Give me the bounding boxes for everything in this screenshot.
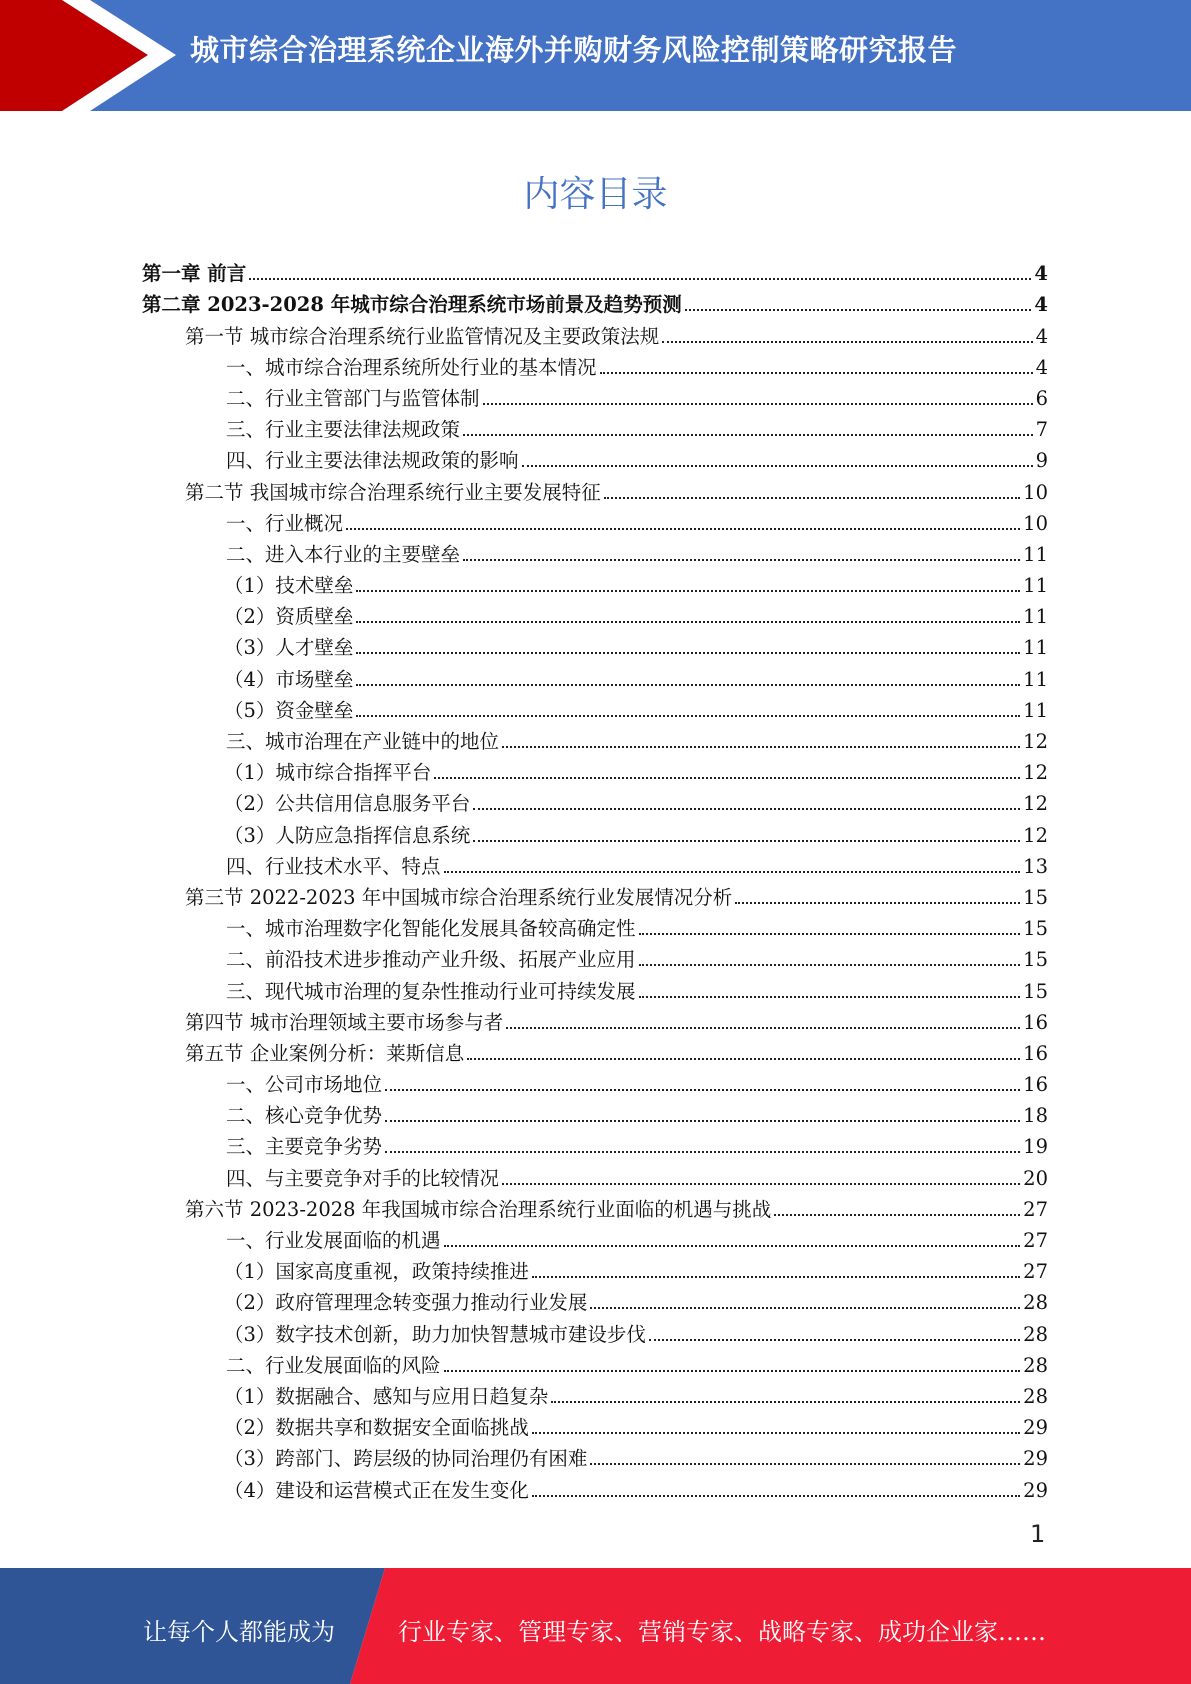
toc-entry[interactable] bbox=[142, 1471, 1048, 1502]
toc-entry[interactable] bbox=[142, 1253, 1048, 1284]
toc-heading: 内容目录 bbox=[523, 174, 668, 215]
toc-entry[interactable] bbox=[142, 910, 1048, 941]
toc-entry-page: 6 bbox=[1035, 386, 1048, 410]
table-of-contents bbox=[142, 255, 1048, 1503]
toc-entry[interactable] bbox=[142, 1097, 1048, 1128]
toc-entry-label: 第一节 城市综合治理系统行业监管情况及主要政策法规 bbox=[185, 324, 660, 348]
toc-entry-label: 第六节 2023-2028 年我国城市综合治理系统行业面临的机遇与挑战 bbox=[185, 1197, 772, 1221]
toc-entry-page: 29 bbox=[1023, 1447, 1048, 1471]
toc-entry[interactable] bbox=[142, 1035, 1048, 1066]
toc-entry-label: 三、行业主要法律法规政策 bbox=[226, 418, 461, 442]
toc-leader-dots bbox=[600, 372, 1033, 374]
toc-entry-label: （1）城市综合指挥平台 bbox=[224, 761, 432, 785]
toc-entry-label: （3）人才壁垒 bbox=[224, 636, 354, 660]
toc-entry-label: （2）政府管理理念转变强力推动行业发展 bbox=[224, 1291, 588, 1315]
toc-entry-page: 19 bbox=[1023, 1135, 1048, 1159]
toc-leader-dots bbox=[346, 528, 1020, 530]
toc-entry[interactable] bbox=[142, 1284, 1048, 1315]
toc-leader-dots bbox=[356, 590, 1020, 592]
toc-entry[interactable] bbox=[142, 1191, 1048, 1222]
toc-entry[interactable] bbox=[142, 723, 1048, 754]
toc-entry-page: 11 bbox=[1023, 605, 1048, 629]
toc-leader-dots bbox=[444, 871, 1021, 873]
toc-entry[interactable] bbox=[142, 598, 1048, 629]
toc-entry-page: 11 bbox=[1023, 542, 1048, 566]
toc-entry[interactable] bbox=[142, 505, 1048, 536]
toc-entry-label: 四、行业主要法律法规政策的影响 bbox=[226, 449, 519, 473]
toc-leader-dots bbox=[774, 1214, 1020, 1216]
toc-leader-dots bbox=[385, 1120, 1020, 1122]
toc-entry-label: 一、行业概况 bbox=[226, 511, 344, 535]
toc-entry[interactable] bbox=[142, 660, 1048, 691]
toc-entry-label: （4）市场壁垒 bbox=[224, 667, 354, 691]
toc-entry-page: 11 bbox=[1023, 698, 1048, 722]
toc-leader-dots bbox=[467, 1058, 1020, 1060]
toc-leader-dots bbox=[434, 777, 1020, 779]
toc-entry-label: （2）资质壁垒 bbox=[224, 605, 354, 629]
toc-leader-dots bbox=[356, 684, 1020, 686]
toc-entry-label: 二、行业主管部门与监管体制 bbox=[226, 386, 480, 410]
toc-entry-label: （4）建设和运营模式正在发生变化 bbox=[224, 1478, 529, 1502]
toc-leader-dots bbox=[502, 746, 1020, 748]
toc-entry-page: 12 bbox=[1023, 761, 1048, 785]
toc-entry-label: （3）跨部门、跨层级的协同治理仍有困难 bbox=[224, 1447, 588, 1471]
toc-entry[interactable] bbox=[142, 629, 1048, 660]
toc-entry-label: 第二节 我国城市综合治理系统行业主要发展特征 bbox=[185, 480, 601, 504]
toc-entry-page: 11 bbox=[1023, 636, 1048, 660]
toc-entry[interactable] bbox=[142, 286, 1048, 317]
toc-leader-dots bbox=[735, 902, 1020, 904]
toc-leader-dots bbox=[639, 964, 1021, 966]
toc-entry-page: 15 bbox=[1023, 917, 1048, 941]
toc-entry-label: 第三节 2022-2023 年中国城市综合治理系统行业发展情况分析 bbox=[185, 885, 733, 909]
toc-entry-page: 15 bbox=[1023, 979, 1048, 1003]
toc-leader-dots bbox=[444, 1245, 1021, 1247]
toc-entry-label: 一、公司市场地位 bbox=[226, 1073, 383, 1097]
toc-leader-dots bbox=[604, 497, 1020, 499]
toc-entry-page: 28 bbox=[1023, 1353, 1048, 1377]
toc-entry[interactable] bbox=[142, 411, 1048, 442]
toc-entry-page: 13 bbox=[1023, 854, 1048, 878]
page-number: 1 bbox=[1030, 1520, 1046, 1548]
toc-leader-dots bbox=[473, 840, 1020, 842]
toc-entry-label: 三、主要竞争劣势 bbox=[226, 1135, 383, 1159]
toc-entry-page: 28 bbox=[1023, 1384, 1048, 1408]
toc-entry[interactable] bbox=[142, 754, 1048, 785]
toc-leader-dots bbox=[356, 715, 1020, 717]
toc-entry-label: 一、行业发展面临的机遇 bbox=[226, 1229, 441, 1252]
toc-entry-page: 18 bbox=[1023, 1104, 1048, 1128]
toc-entry[interactable] bbox=[142, 1347, 1048, 1378]
toc-entry-label: 四、与主要竞争对手的比较情况 bbox=[226, 1166, 500, 1190]
toc-entry-page: 27 bbox=[1023, 1260, 1048, 1284]
toc-entry-page: 15 bbox=[1023, 885, 1048, 909]
toc-entry[interactable] bbox=[142, 785, 1048, 816]
toc-leader-dots bbox=[532, 1495, 1020, 1497]
toc-leader-dots bbox=[590, 1307, 1020, 1309]
toc-entry-page: 28 bbox=[1023, 1322, 1048, 1346]
toc-entry-label: 第四节 城市治理领域主要市场参与者 bbox=[185, 1010, 504, 1034]
toc-entry-label: 第一章 前言 bbox=[142, 262, 247, 286]
toc-entry[interactable] bbox=[142, 317, 1048, 348]
toc-entry-page: 4 bbox=[1035, 355, 1048, 379]
toc-leader-dots bbox=[532, 1432, 1020, 1434]
toc-entry[interactable] bbox=[142, 1159, 1048, 1190]
toc-entry-page: 16 bbox=[1023, 1041, 1048, 1065]
toc-leader-dots bbox=[662, 341, 1032, 343]
toc-entry-page: 11 bbox=[1023, 574, 1048, 598]
toc-leader-dots bbox=[463, 559, 1020, 561]
toc-leader-dots bbox=[551, 1401, 1020, 1403]
toc-leader-dots bbox=[444, 1370, 1021, 1372]
toc-entry-label: 二、进入本行业的主要壁垒 bbox=[226, 542, 461, 566]
toc-entry-label: （2）数据共享和数据安全面临挑战 bbox=[224, 1416, 529, 1440]
toc-entry[interactable] bbox=[142, 536, 1048, 567]
toc-entry-page: 7 bbox=[1035, 418, 1048, 442]
header-banner bbox=[0, 0, 1191, 111]
toc-entry[interactable] bbox=[142, 692, 1048, 723]
toc-leader-dots bbox=[385, 1151, 1020, 1153]
toc-entry-page: 29 bbox=[1023, 1478, 1048, 1502]
toc-entry-label: （1）技术壁垒 bbox=[224, 574, 354, 598]
toc-entry-page: 29 bbox=[1023, 1416, 1048, 1440]
toc-leader-dots bbox=[463, 434, 1033, 436]
toc-leader-dots bbox=[639, 996, 1021, 998]
toc-entry-label: 四、行业技术水平、特点 bbox=[226, 854, 441, 878]
toc-leader-dots bbox=[473, 808, 1020, 810]
toc-entry-page: 16 bbox=[1023, 1010, 1048, 1034]
toc-entry[interactable] bbox=[142, 879, 1048, 910]
toc-entry[interactable] bbox=[142, 1409, 1048, 1440]
toc-entry[interactable] bbox=[142, 816, 1048, 847]
toc-leader-dots bbox=[385, 1089, 1020, 1091]
footer-banner bbox=[0, 1568, 1191, 1684]
toc-entry-label: 二、核心竞争优势 bbox=[226, 1104, 383, 1128]
toc-entry-page: 4 bbox=[1035, 324, 1048, 348]
toc-entry[interactable] bbox=[142, 567, 1048, 598]
toc-entry-page: 9 bbox=[1035, 449, 1048, 473]
toc-entry-page: 10 bbox=[1023, 480, 1048, 504]
toc-entry-page: 27 bbox=[1023, 1197, 1048, 1221]
toc-entry[interactable] bbox=[142, 941, 1048, 972]
toc-entry[interactable] bbox=[142, 380, 1048, 411]
toc-entry[interactable] bbox=[142, 473, 1048, 504]
toc-leader-dots bbox=[685, 309, 1032, 311]
footer-slogan-left: 让每个人都能成为 bbox=[143, 1618, 335, 1646]
toc-entry-label: （5）资金壁垒 bbox=[224, 698, 354, 722]
toc-leader-dots bbox=[590, 1463, 1020, 1465]
toc-entry[interactable] bbox=[142, 442, 1048, 473]
toc-leader-dots bbox=[249, 278, 1031, 280]
toc-entry-label: 二、前沿技术进步推动产业升级、拓展产业应用 bbox=[226, 948, 636, 972]
toc-leader-dots bbox=[356, 621, 1020, 623]
toc-entry[interactable] bbox=[142, 1315, 1048, 1346]
toc-leader-dots bbox=[502, 1183, 1020, 1185]
toc-entry-label: 第五节 企业案例分析：莱斯信息 bbox=[185, 1041, 465, 1065]
toc-entry-page: 12 bbox=[1023, 730, 1048, 753]
toc-entry-label: 一、城市治理数字化智能化发展具备较高确定性 bbox=[226, 917, 636, 941]
toc-entry[interactable] bbox=[142, 1128, 1048, 1159]
toc-entry[interactable] bbox=[142, 972, 1048, 1003]
toc-entry[interactable] bbox=[142, 349, 1048, 380]
toc-entry[interactable] bbox=[142, 848, 1048, 879]
toc-entry[interactable] bbox=[142, 255, 1048, 286]
toc-entry[interactable] bbox=[142, 1378, 1048, 1409]
toc-entry[interactable] bbox=[142, 1222, 1048, 1253]
toc-entry-page: 15 bbox=[1023, 948, 1048, 972]
toc-leader-dots bbox=[483, 403, 1033, 405]
toc-entry-label: 三、现代城市治理的复杂性推动行业可持续发展 bbox=[226, 979, 636, 1003]
toc-entry-page: 11 bbox=[1023, 667, 1048, 691]
toc-entry-label: 三、城市治理在产业链中的地位 bbox=[226, 730, 500, 753]
toc-entry-page: 4 bbox=[1034, 293, 1048, 317]
toc-entry-label: （3）人防应急指挥信息系统 bbox=[224, 823, 471, 847]
toc-entry-page: 16 bbox=[1023, 1073, 1048, 1097]
toc-entry-label: （3）数字技术创新，助力加快智慧城市建设步伐 bbox=[224, 1322, 646, 1346]
toc-entry-page: 4 bbox=[1034, 262, 1048, 286]
toc-entry-label: 第二章 2023-2028 年城市综合治理系统市场前景及趋势预测 bbox=[142, 293, 682, 317]
toc-entry-label: （1）国家高度重视，政策持续推进 bbox=[224, 1260, 529, 1284]
toc-leader-dots bbox=[522, 465, 1033, 467]
toc-entry-label: 一、城市综合治理系统所处行业的基本情况 bbox=[226, 355, 597, 379]
toc-entry-page: 12 bbox=[1023, 792, 1048, 816]
toc-leader-dots bbox=[506, 1027, 1020, 1029]
toc-leader-dots bbox=[649, 1339, 1020, 1341]
toc-entry-page: 10 bbox=[1023, 511, 1048, 535]
toc-entry-label: （2）公共信用信息服务平台 bbox=[224, 792, 471, 816]
toc-entry-label: 二、行业发展面临的风险 bbox=[226, 1353, 441, 1377]
toc-entry-page: 20 bbox=[1023, 1166, 1048, 1190]
toc-leader-dots bbox=[532, 1276, 1020, 1278]
toc-leader-dots bbox=[356, 652, 1020, 654]
toc-entry-page: 12 bbox=[1023, 823, 1048, 847]
toc-entry[interactable] bbox=[142, 1004, 1048, 1035]
toc-entry-page: 28 bbox=[1023, 1291, 1048, 1315]
footer-slogan-right: 行业专家、管理专家、营销专家、战略专家、成功企业家…… bbox=[398, 1618, 1046, 1646]
toc-leader-dots bbox=[639, 933, 1021, 935]
toc-entry-label: （1）数据融合、感知与应用日趋复杂 bbox=[224, 1384, 549, 1408]
toc-entry[interactable] bbox=[142, 1440, 1048, 1471]
report-title: 城市综合治理系统企业海外并购财务风险控制策略研究报告 bbox=[190, 33, 958, 67]
toc-entry[interactable] bbox=[142, 1066, 1048, 1097]
toc-entry-page: 27 bbox=[1023, 1229, 1048, 1252]
